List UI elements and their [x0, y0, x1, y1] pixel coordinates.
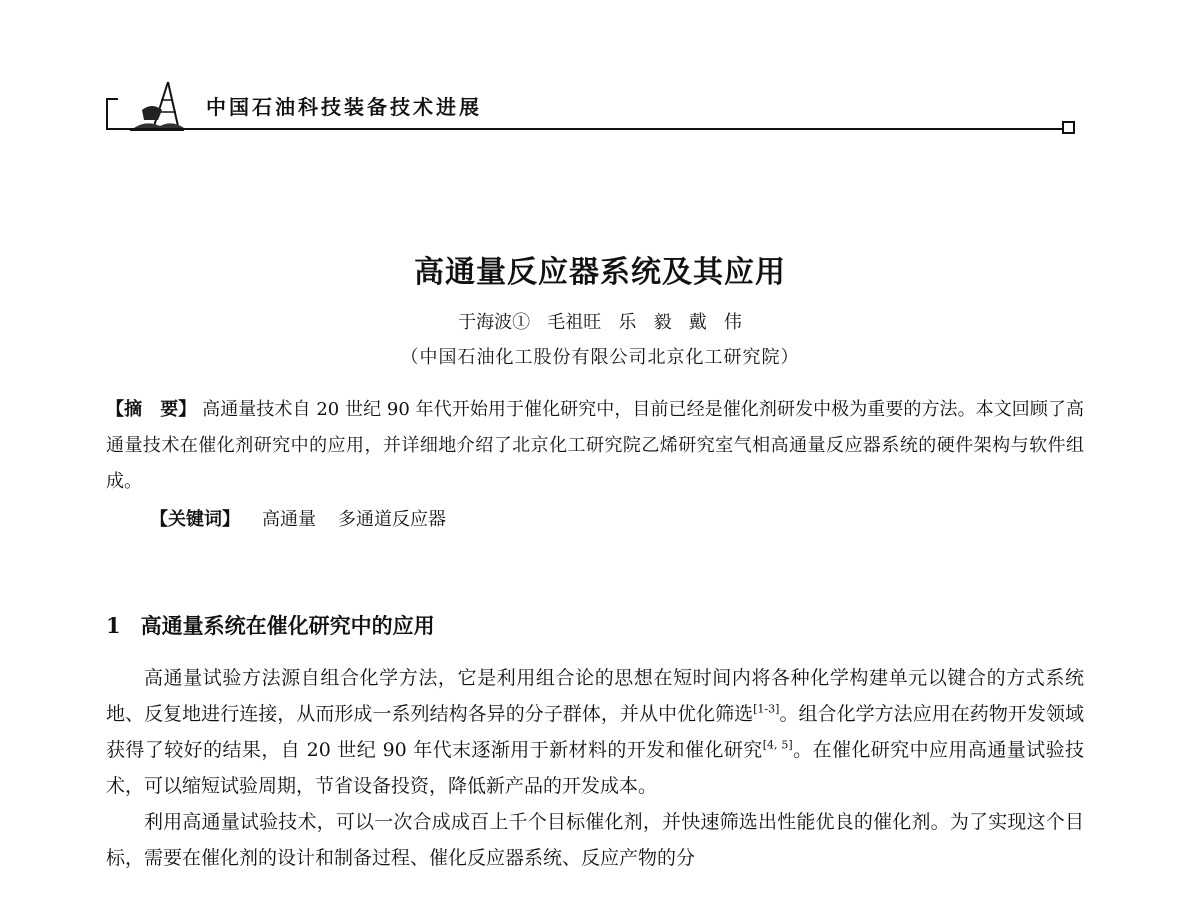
keywords — [150, 505, 446, 531]
keyword-item: 高通量 — [262, 509, 316, 530]
paper-authors: 于海波① 毛祖旺 乐 毅 戴 伟 — [458, 312, 742, 333]
keywords-label: 【关键词】 — [150, 509, 240, 530]
keyword-item: 多通道反应器 — [338, 509, 446, 530]
body-text: 。组合化学方法应用在药物开发领域获得了较好的结果，自 20 世纪 90 年代末逐渐用于新材料的开发和催化研究 — [106, 703, 1084, 761]
oil-derrick-logo-icon — [128, 76, 186, 132]
section-number: 1 — [106, 613, 121, 638]
paper-title: 高通量反应器系统及其应用 — [414, 255, 786, 290]
section-title: 高通量系统在催化研究中的应用 — [140, 614, 435, 638]
body-paragraph: 利用高通量试验技术，可以一次合成成百上千个目标催化剂，并快速筛选出性能优良的催化剂。为了实现这个目标，需要在催化剂的设计和制备过程、催化反应器系统、反应产物的分 — [106, 811, 1084, 869]
citation-ref: [1-3] — [753, 702, 780, 716]
abstract-label: 【摘 要】 — [106, 399, 197, 420]
section-body — [106, 660, 1084, 876]
abstract-text: 高通量技术自 20 世纪 90 年代开始用于催化研究中，目前已经是催化剂研发中极为重要的方法。本文回顾了高通量技术在催化剂研究中的应用，并详细地介绍了北京化工研究院乙烯研究室气相高通量反应器系统的硬件架构与软件组成。 — [106, 399, 1084, 492]
header-rule-box — [1062, 121, 1075, 134]
paper-affiliation: （中国石油化工股份有限公司北京化工研究院） — [400, 347, 800, 368]
body-paragraph — [106, 660, 1084, 804]
page-header — [0, 0, 1200, 145]
abstract — [106, 392, 1084, 500]
body-text: 。在催化研究中应用高通量试验技术，可以缩短试验周期，节省设备投资，降低新产品的开发成本。 — [106, 739, 1084, 797]
body-text: 高通量试验方法源自组合化学方法，它是利用组合论的思想在短时间内将各种化学构建单元以键合的方式系统地、反复地进行连接，从而形成一系列结构各异的分子群体，并从中优化筛选 — [106, 667, 1084, 725]
section-heading — [106, 610, 435, 640]
header-rule — [106, 128, 1062, 130]
journal-title: 中国石油科技装备技术进展 — [206, 95, 482, 119]
header-rule-left — [106, 98, 108, 130]
citation-ref: [4, 5] — [762, 738, 793, 752]
